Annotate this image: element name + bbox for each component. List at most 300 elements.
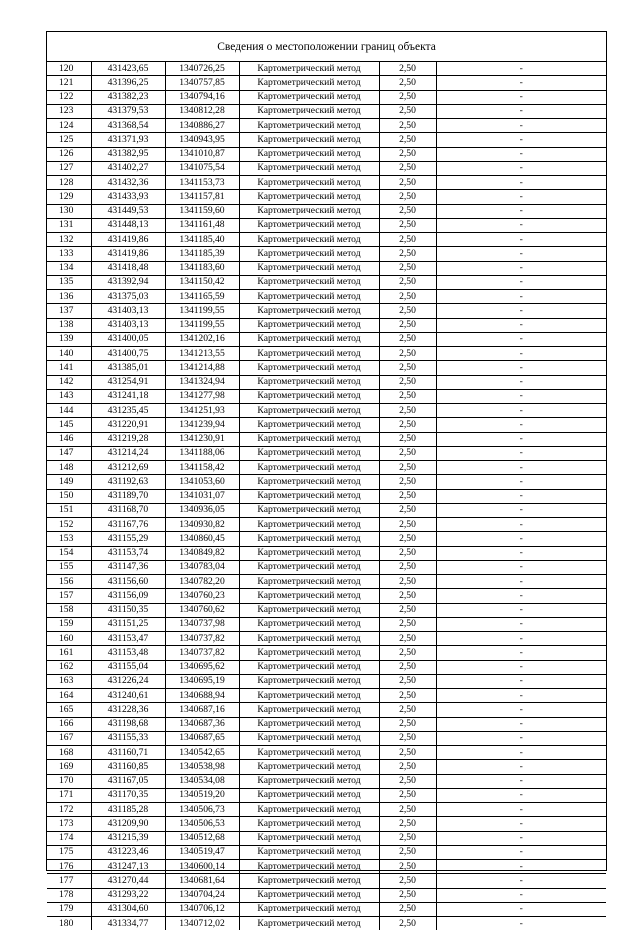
x-coordinate-cell: 431382,95 bbox=[91, 147, 165, 161]
x-coordinate-cell: 431219,28 bbox=[91, 432, 165, 446]
table-row bbox=[47, 418, 606, 432]
accuracy-cell: 2,50 bbox=[379, 717, 436, 731]
table-title: Сведения о местоположении границ объекта bbox=[47, 32, 606, 62]
y-coordinate-cell: 1341277,98 bbox=[165, 389, 239, 403]
point-number-cell: 122 bbox=[47, 90, 91, 104]
point-number-cell: 146 bbox=[47, 432, 91, 446]
accuracy-cell: 2,50 bbox=[379, 817, 436, 831]
x-coordinate-cell: 431254,91 bbox=[91, 375, 165, 389]
description-cell: - bbox=[436, 418, 606, 432]
table-row bbox=[47, 845, 606, 859]
point-number-cell: 137 bbox=[47, 304, 91, 318]
description-cell: - bbox=[436, 845, 606, 859]
point-number-cell: 134 bbox=[47, 261, 91, 275]
method-cell: Картометрический метод bbox=[239, 632, 379, 646]
table-row bbox=[47, 703, 606, 717]
table-row bbox=[47, 532, 606, 546]
method-cell: Картометрический метод bbox=[239, 361, 379, 375]
point-number-cell: 161 bbox=[47, 646, 91, 660]
y-coordinate-cell: 1340704,24 bbox=[165, 888, 239, 902]
x-coordinate-cell: 431151,25 bbox=[91, 617, 165, 631]
point-number-cell: 130 bbox=[47, 204, 91, 218]
accuracy-cell: 2,50 bbox=[379, 760, 436, 774]
point-number-cell: 120 bbox=[47, 62, 91, 76]
description-cell: - bbox=[436, 161, 606, 175]
x-coordinate-cell: 431293,22 bbox=[91, 888, 165, 902]
description-cell: - bbox=[436, 546, 606, 560]
x-coordinate-cell: 431192,63 bbox=[91, 475, 165, 489]
method-cell: Картометрический метод bbox=[239, 489, 379, 503]
table-row bbox=[47, 389, 606, 403]
point-number-cell: 142 bbox=[47, 375, 91, 389]
y-coordinate-cell: 1340726,25 bbox=[165, 62, 239, 76]
method-cell: Картометрический метод bbox=[239, 176, 379, 190]
method-cell: Картометрический метод bbox=[239, 290, 379, 304]
table-row bbox=[47, 860, 606, 874]
y-coordinate-cell: 1340695,19 bbox=[165, 674, 239, 688]
method-cell: Картометрический метод bbox=[239, 404, 379, 418]
y-coordinate-cell: 1341324,94 bbox=[165, 375, 239, 389]
y-coordinate-cell: 1341010,87 bbox=[165, 147, 239, 161]
table-row bbox=[47, 788, 606, 802]
x-coordinate-cell: 431385,01 bbox=[91, 361, 165, 375]
x-coordinate-cell: 431379,53 bbox=[91, 104, 165, 118]
point-number-cell: 176 bbox=[47, 860, 91, 874]
point-number-cell: 175 bbox=[47, 845, 91, 859]
x-coordinate-cell: 431209,90 bbox=[91, 817, 165, 831]
description-cell: - bbox=[436, 176, 606, 190]
y-coordinate-cell: 1340687,65 bbox=[165, 731, 239, 745]
x-coordinate-cell: 431396,25 bbox=[91, 76, 165, 90]
document-frame bbox=[46, 31, 607, 871]
table-row bbox=[47, 404, 606, 418]
x-coordinate-cell: 431150,35 bbox=[91, 603, 165, 617]
accuracy-cell: 2,50 bbox=[379, 503, 436, 517]
accuracy-cell: 2,50 bbox=[379, 461, 436, 475]
method-cell: Картометрический метод bbox=[239, 760, 379, 774]
table-row bbox=[47, 902, 606, 916]
accuracy-cell: 2,50 bbox=[379, 689, 436, 703]
description-cell: - bbox=[436, 446, 606, 460]
table-row bbox=[47, 689, 606, 703]
point-number-cell: 126 bbox=[47, 147, 91, 161]
x-coordinate-cell: 431368,54 bbox=[91, 119, 165, 133]
table-row bbox=[47, 575, 606, 589]
accuracy-cell: 2,50 bbox=[379, 76, 436, 90]
description-cell: - bbox=[436, 318, 606, 332]
x-coordinate-cell: 431449,53 bbox=[91, 204, 165, 218]
y-coordinate-cell: 1340783,04 bbox=[165, 560, 239, 574]
method-cell: Картометрический метод bbox=[239, 247, 379, 261]
x-coordinate-cell: 431147,36 bbox=[91, 560, 165, 574]
method-cell: Картометрический метод bbox=[239, 817, 379, 831]
y-coordinate-cell: 1341153,73 bbox=[165, 176, 239, 190]
accuracy-cell: 2,50 bbox=[379, 190, 436, 204]
x-coordinate-cell: 431170,35 bbox=[91, 788, 165, 802]
table-row bbox=[47, 674, 606, 688]
x-coordinate-cell: 431228,36 bbox=[91, 703, 165, 717]
x-coordinate-cell: 431155,29 bbox=[91, 532, 165, 546]
method-cell: Картометрический метод bbox=[239, 803, 379, 817]
table-row bbox=[47, 261, 606, 275]
method-cell: Картометрический метод bbox=[239, 76, 379, 90]
y-coordinate-cell: 1341183,60 bbox=[165, 261, 239, 275]
accuracy-cell: 2,50 bbox=[379, 803, 436, 817]
x-coordinate-cell: 431189,70 bbox=[91, 489, 165, 503]
description-cell: - bbox=[436, 902, 606, 916]
y-coordinate-cell: 1340737,82 bbox=[165, 632, 239, 646]
y-coordinate-cell: 1340930,82 bbox=[165, 518, 239, 532]
x-coordinate-cell: 431270,44 bbox=[91, 874, 165, 888]
y-coordinate-cell: 1340600,14 bbox=[165, 860, 239, 874]
y-coordinate-cell: 1341199,55 bbox=[165, 304, 239, 318]
method-cell: Картометрический метод bbox=[239, 703, 379, 717]
table-row bbox=[47, 133, 606, 147]
x-coordinate-cell: 431304,60 bbox=[91, 902, 165, 916]
table-row bbox=[47, 204, 606, 218]
method-cell: Картометрический метод bbox=[239, 575, 379, 589]
x-coordinate-cell: 431156,60 bbox=[91, 575, 165, 589]
accuracy-cell: 2,50 bbox=[379, 104, 436, 118]
method-cell: Картометрический метод bbox=[239, 617, 379, 631]
accuracy-cell: 2,50 bbox=[379, 845, 436, 859]
x-coordinate-cell: 431153,74 bbox=[91, 546, 165, 560]
accuracy-cell: 2,50 bbox=[379, 275, 436, 289]
y-coordinate-cell: 1340782,20 bbox=[165, 575, 239, 589]
table-row bbox=[47, 332, 606, 346]
accuracy-cell: 2,50 bbox=[379, 261, 436, 275]
method-cell: Картометрический метод bbox=[239, 860, 379, 874]
accuracy-cell: 2,50 bbox=[379, 703, 436, 717]
method-cell: Картометрический метод bbox=[239, 674, 379, 688]
description-cell: - bbox=[436, 888, 606, 902]
x-coordinate-cell: 431392,94 bbox=[91, 275, 165, 289]
y-coordinate-cell: 1340943,95 bbox=[165, 133, 239, 147]
point-number-cell: 133 bbox=[47, 247, 91, 261]
accuracy-cell: 2,50 bbox=[379, 632, 436, 646]
description-cell: - bbox=[436, 375, 606, 389]
point-number-cell: 156 bbox=[47, 575, 91, 589]
x-coordinate-cell: 431403,13 bbox=[91, 318, 165, 332]
y-coordinate-cell: 1341075,54 bbox=[165, 161, 239, 175]
method-cell: Картометрический метод bbox=[239, 62, 379, 76]
table-row bbox=[47, 275, 606, 289]
y-coordinate-cell: 1341157,81 bbox=[165, 190, 239, 204]
table-row bbox=[47, 304, 606, 318]
point-number-cell: 149 bbox=[47, 475, 91, 489]
description-cell: - bbox=[436, 575, 606, 589]
accuracy-cell: 2,50 bbox=[379, 204, 436, 218]
method-cell: Картометрический метод bbox=[239, 418, 379, 432]
description-cell: - bbox=[436, 646, 606, 660]
table-row bbox=[47, 119, 606, 133]
accuracy-cell: 2,50 bbox=[379, 660, 436, 674]
description-cell: - bbox=[436, 304, 606, 318]
x-coordinate-cell: 431448,13 bbox=[91, 218, 165, 232]
accuracy-cell: 2,50 bbox=[379, 475, 436, 489]
x-coordinate-cell: 431167,76 bbox=[91, 518, 165, 532]
y-coordinate-cell: 1340712,02 bbox=[165, 917, 239, 930]
accuracy-cell: 2,50 bbox=[379, 589, 436, 603]
accuracy-cell: 2,50 bbox=[379, 119, 436, 133]
table-row bbox=[47, 831, 606, 845]
point-number-cell: 127 bbox=[47, 161, 91, 175]
x-coordinate-cell: 431432,36 bbox=[91, 176, 165, 190]
description-cell: - bbox=[436, 332, 606, 346]
method-cell: Картометрический метод bbox=[239, 774, 379, 788]
description-cell: - bbox=[436, 717, 606, 731]
x-coordinate-cell: 431156,09 bbox=[91, 589, 165, 603]
description-cell: - bbox=[436, 503, 606, 517]
method-cell: Картометрический метод bbox=[239, 689, 379, 703]
table-row bbox=[47, 104, 606, 118]
y-coordinate-cell: 1341188,06 bbox=[165, 446, 239, 460]
y-coordinate-cell: 1340688,94 bbox=[165, 689, 239, 703]
method-cell: Картометрический метод bbox=[239, 660, 379, 674]
description-cell: - bbox=[436, 361, 606, 375]
method-cell: Картометрический метод bbox=[239, 389, 379, 403]
table-row bbox=[47, 446, 606, 460]
method-cell: Картометрический метод bbox=[239, 888, 379, 902]
description-cell: - bbox=[436, 817, 606, 831]
table-row bbox=[47, 746, 606, 760]
table-row bbox=[47, 375, 606, 389]
description-cell: - bbox=[436, 275, 606, 289]
y-coordinate-cell: 1340886,27 bbox=[165, 119, 239, 133]
point-number-cell: 163 bbox=[47, 674, 91, 688]
point-number-cell: 177 bbox=[47, 874, 91, 888]
y-coordinate-cell: 1340794,16 bbox=[165, 90, 239, 104]
y-coordinate-cell: 1341185,40 bbox=[165, 233, 239, 247]
x-coordinate-cell: 431198,68 bbox=[91, 717, 165, 731]
point-number-cell: 152 bbox=[47, 518, 91, 532]
method-cell: Картометрический метод bbox=[239, 218, 379, 232]
x-coordinate-cell: 431400,75 bbox=[91, 347, 165, 361]
y-coordinate-cell: 1341199,55 bbox=[165, 318, 239, 332]
description-cell: - bbox=[436, 461, 606, 475]
accuracy-cell: 2,50 bbox=[379, 902, 436, 916]
y-coordinate-cell: 1341150,42 bbox=[165, 275, 239, 289]
y-coordinate-cell: 1340512,68 bbox=[165, 831, 239, 845]
table-row bbox=[47, 489, 606, 503]
accuracy-cell: 2,50 bbox=[379, 888, 436, 902]
table-row bbox=[47, 617, 606, 631]
description-cell: - bbox=[436, 703, 606, 717]
x-coordinate-cell: 431214,24 bbox=[91, 446, 165, 460]
method-cell: Картометрический метод bbox=[239, 104, 379, 118]
y-coordinate-cell: 1341251,93 bbox=[165, 404, 239, 418]
accuracy-cell: 2,50 bbox=[379, 361, 436, 375]
method-cell: Картометрический метод bbox=[239, 546, 379, 560]
point-number-cell: 166 bbox=[47, 717, 91, 731]
accuracy-cell: 2,50 bbox=[379, 874, 436, 888]
point-number-cell: 165 bbox=[47, 703, 91, 717]
description-cell: - bbox=[436, 746, 606, 760]
method-cell: Картометрический метод bbox=[239, 831, 379, 845]
y-coordinate-cell: 1340757,85 bbox=[165, 76, 239, 90]
table-row bbox=[47, 190, 606, 204]
table-row bbox=[47, 603, 606, 617]
accuracy-cell: 2,50 bbox=[379, 917, 436, 930]
table-row bbox=[47, 318, 606, 332]
y-coordinate-cell: 1341213,55 bbox=[165, 347, 239, 361]
description-cell: - bbox=[436, 603, 606, 617]
description-cell: - bbox=[436, 104, 606, 118]
method-cell: Картометрический метод bbox=[239, 90, 379, 104]
table-row bbox=[47, 475, 606, 489]
description-cell: - bbox=[436, 489, 606, 503]
point-number-cell: 158 bbox=[47, 603, 91, 617]
method-cell: Картометрический метод bbox=[239, 432, 379, 446]
accuracy-cell: 2,50 bbox=[379, 247, 436, 261]
description-cell: - bbox=[436, 560, 606, 574]
y-coordinate-cell: 1341159,60 bbox=[165, 204, 239, 218]
x-coordinate-cell: 431153,47 bbox=[91, 632, 165, 646]
accuracy-cell: 2,50 bbox=[379, 290, 436, 304]
boundary-points-table bbox=[47, 62, 606, 930]
description-cell: - bbox=[436, 76, 606, 90]
accuracy-cell: 2,50 bbox=[379, 147, 436, 161]
method-cell: Картометрический метод bbox=[239, 902, 379, 916]
x-coordinate-cell: 431375,03 bbox=[91, 290, 165, 304]
accuracy-cell: 2,50 bbox=[379, 603, 436, 617]
description-cell: - bbox=[436, 347, 606, 361]
table-row bbox=[47, 518, 606, 532]
method-cell: Картометрический метод bbox=[239, 603, 379, 617]
accuracy-cell: 2,50 bbox=[379, 90, 436, 104]
description-cell: - bbox=[436, 62, 606, 76]
description-cell: - bbox=[436, 589, 606, 603]
table-row bbox=[47, 646, 606, 660]
x-coordinate-cell: 431167,05 bbox=[91, 774, 165, 788]
y-coordinate-cell: 1341031,07 bbox=[165, 489, 239, 503]
x-coordinate-cell: 431160,71 bbox=[91, 746, 165, 760]
description-cell: - bbox=[436, 147, 606, 161]
point-number-cell: 148 bbox=[47, 461, 91, 475]
table-row bbox=[47, 874, 606, 888]
y-coordinate-cell: 1340534,08 bbox=[165, 774, 239, 788]
description-cell: - bbox=[436, 247, 606, 261]
x-coordinate-cell: 431423,65 bbox=[91, 62, 165, 76]
point-number-cell: 173 bbox=[47, 817, 91, 831]
point-number-cell: 150 bbox=[47, 489, 91, 503]
accuracy-cell: 2,50 bbox=[379, 518, 436, 532]
description-cell: - bbox=[436, 632, 606, 646]
description-cell: - bbox=[436, 475, 606, 489]
method-cell: Картометрический метод bbox=[239, 204, 379, 218]
table-row bbox=[47, 432, 606, 446]
method-cell: Картометрический метод bbox=[239, 532, 379, 546]
description-cell: - bbox=[436, 760, 606, 774]
x-coordinate-cell: 431247,13 bbox=[91, 860, 165, 874]
description-cell: - bbox=[436, 218, 606, 232]
x-coordinate-cell: 431371,93 bbox=[91, 133, 165, 147]
description-cell: - bbox=[436, 788, 606, 802]
y-coordinate-cell: 1340687,16 bbox=[165, 703, 239, 717]
description-cell: - bbox=[436, 774, 606, 788]
accuracy-cell: 2,50 bbox=[379, 532, 436, 546]
method-cell: Картометрический метод bbox=[239, 332, 379, 346]
accuracy-cell: 2,50 bbox=[379, 560, 436, 574]
table-row bbox=[47, 660, 606, 674]
accuracy-cell: 2,50 bbox=[379, 176, 436, 190]
point-number-cell: 154 bbox=[47, 546, 91, 560]
accuracy-cell: 2,50 bbox=[379, 774, 436, 788]
point-number-cell: 160 bbox=[47, 632, 91, 646]
method-cell: Картометрический метод bbox=[239, 746, 379, 760]
y-coordinate-cell: 1340760,62 bbox=[165, 603, 239, 617]
description-cell: - bbox=[436, 261, 606, 275]
point-number-cell: 123 bbox=[47, 104, 91, 118]
table-row bbox=[47, 731, 606, 745]
point-number-cell: 140 bbox=[47, 347, 91, 361]
x-coordinate-cell: 431215,39 bbox=[91, 831, 165, 845]
y-coordinate-cell: 1340737,82 bbox=[165, 646, 239, 660]
table-row bbox=[47, 233, 606, 247]
method-cell: Картометрический метод bbox=[239, 560, 379, 574]
point-number-cell: 144 bbox=[47, 404, 91, 418]
point-number-cell: 172 bbox=[47, 803, 91, 817]
method-cell: Картометрический метод bbox=[239, 161, 379, 175]
y-coordinate-cell: 1341185,39 bbox=[165, 247, 239, 261]
x-coordinate-cell: 431226,24 bbox=[91, 674, 165, 688]
point-number-cell: 145 bbox=[47, 418, 91, 432]
y-coordinate-cell: 1340519,47 bbox=[165, 845, 239, 859]
table-row bbox=[47, 247, 606, 261]
point-number-cell: 180 bbox=[47, 917, 91, 930]
x-coordinate-cell: 431402,27 bbox=[91, 161, 165, 175]
x-coordinate-cell: 431419,86 bbox=[91, 247, 165, 261]
accuracy-cell: 2,50 bbox=[379, 347, 436, 361]
description-cell: - bbox=[436, 90, 606, 104]
method-cell: Картометрический метод bbox=[239, 874, 379, 888]
x-coordinate-cell: 431403,13 bbox=[91, 304, 165, 318]
description-cell: - bbox=[436, 532, 606, 546]
description-cell: - bbox=[436, 803, 606, 817]
point-number-cell: 131 bbox=[47, 218, 91, 232]
method-cell: Картометрический метод bbox=[239, 119, 379, 133]
accuracy-cell: 2,50 bbox=[379, 674, 436, 688]
description-cell: - bbox=[436, 290, 606, 304]
method-cell: Картометрический метод bbox=[239, 261, 379, 275]
table-row bbox=[47, 717, 606, 731]
point-number-cell: 138 bbox=[47, 318, 91, 332]
point-number-cell: 136 bbox=[47, 290, 91, 304]
y-coordinate-cell: 1341161,48 bbox=[165, 218, 239, 232]
description-cell: - bbox=[436, 133, 606, 147]
method-cell: Картометрический метод bbox=[239, 845, 379, 859]
accuracy-cell: 2,50 bbox=[379, 418, 436, 432]
table-row bbox=[47, 803, 606, 817]
accuracy-cell: 2,50 bbox=[379, 332, 436, 346]
description-cell: - bbox=[436, 860, 606, 874]
accuracy-cell: 2,50 bbox=[379, 446, 436, 460]
description-cell: - bbox=[436, 389, 606, 403]
point-number-cell: 141 bbox=[47, 361, 91, 375]
point-number-cell: 125 bbox=[47, 133, 91, 147]
x-coordinate-cell: 431382,23 bbox=[91, 90, 165, 104]
point-number-cell: 139 bbox=[47, 332, 91, 346]
accuracy-cell: 2,50 bbox=[379, 318, 436, 332]
table-row bbox=[47, 774, 606, 788]
accuracy-cell: 2,50 bbox=[379, 304, 436, 318]
table-row bbox=[47, 461, 606, 475]
point-number-cell: 167 bbox=[47, 731, 91, 745]
method-cell: Картометрический метод bbox=[239, 475, 379, 489]
table-row bbox=[47, 817, 606, 831]
method-cell: Картометрический метод bbox=[239, 133, 379, 147]
x-coordinate-cell: 431160,85 bbox=[91, 760, 165, 774]
